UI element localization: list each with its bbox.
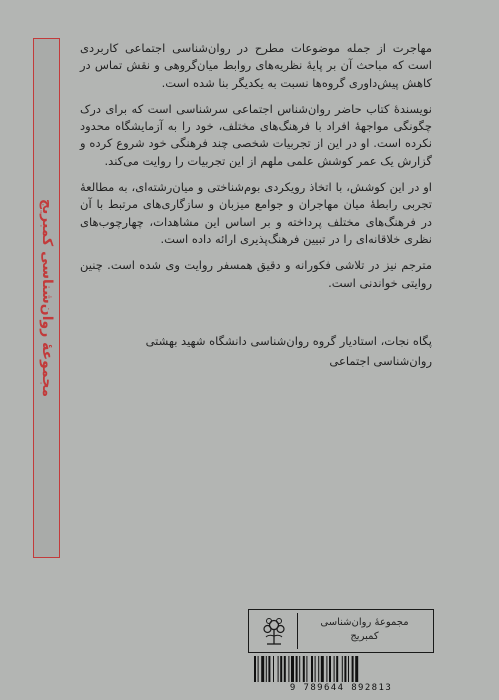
barcode-bar <box>315 656 316 682</box>
barcode-bar <box>280 656 282 682</box>
barcode-bar <box>326 656 327 682</box>
barcode-digits: 9 789644 892813 <box>289 683 393 693</box>
barcode-bar <box>334 656 335 682</box>
flower-tree-emblem-icon <box>257 614 291 648</box>
barcode-bar <box>321 656 324 682</box>
barcode-bar <box>299 656 300 682</box>
series-logo-box <box>248 609 434 653</box>
barcode-bar <box>284 656 286 682</box>
barcode <box>248 656 434 682</box>
barcode-bar <box>268 656 270 682</box>
series-logo-line-1: مجموعهٔ روان‌شناسی <box>320 617 409 628</box>
barcode-bar <box>296 656 298 682</box>
series-logo-text <box>302 616 427 644</box>
paragraph-1: مهاجرت از جمله موضوعات مطرح در روان‌شناسی اجتماعی کاربردی است که مباحث آن بر پایهٔ نظریه‌های روابط میان‌گروهی و نقش تماس در کاهش پیش‌داوری گروه‌ها نسبت به یکدیگر بنا شده است. <box>80 41 432 90</box>
barcode-bar <box>288 656 289 682</box>
barcode-bar <box>266 656 267 682</box>
barcode-bar <box>306 656 307 682</box>
barcode-bar <box>329 656 331 682</box>
paragraph-4: مترجم نیز در تلاشی فکورانه و دقیق همسفر روایت وی شده است. چنین روایتی خواندنی است. <box>80 258 432 290</box>
spine-series-text: مجموعهٔ روان‌شناسی کمبریج <box>38 198 55 398</box>
barcode-bar <box>311 656 313 682</box>
barcode-bar <box>318 656 319 682</box>
paragraph-3: او در این کوشش، با اتخاذ رویکردی بوم‌شناختی و میان‌رشته‌ای، به مطالعهٔ تجربی رابطهٔ میان مهاجران و جوامع میزبان و سازگاری‌های مرتبط با آن در فرهنگ‌های مختلف پرداخته و بر اساس این مشاهدات، چهارچوب‌های نظری خلاقانه‌ای را در تبیین فرهنگ‌پذیری ارائه داده است. <box>80 180 432 246</box>
spine-series-label <box>33 38 60 558</box>
paragraph-2: نویسندهٔ کتاب حاضر روان‌شناس اجتماعی سرشناسی است که برای درک چگونگی مواجههٔ افراد با فرهنگ‌های مختلف، خود را به آزمایشگاه محدود نکرده است. او در این از تجربیات شخصی چند فرهنگی خود شروع کرده و گزارش یک عمر کوشش علمی ملهم از این تجربیات را روایت می‌کند. <box>80 101 432 168</box>
barcode-bar <box>258 656 259 682</box>
barcode-bar <box>342 656 343 682</box>
barcode-bar <box>344 656 346 682</box>
barcode-bar <box>278 656 279 682</box>
barcode-bar <box>254 656 256 682</box>
signature-line-2: روان‌شناسی اجتماعی <box>329 354 432 368</box>
barcode-bar <box>303 656 305 682</box>
barcode-bar <box>291 656 294 682</box>
logo-divider <box>297 613 298 649</box>
series-logo-line-2: کمبریج <box>350 631 379 642</box>
endorsement-signature <box>145 331 432 371</box>
barcode-bar <box>273 656 274 682</box>
barcode-bar <box>261 656 264 682</box>
barcode-bar <box>355 656 358 682</box>
barcode-bar <box>352 656 354 682</box>
back-cover-text <box>80 40 432 301</box>
signature-line-1: پگاه نجات، استادیار گروه روان‌شناسی دانشگاه شهید بهشتی <box>145 334 432 348</box>
barcode-bar <box>336 656 338 682</box>
barcode-bar <box>348 656 349 682</box>
